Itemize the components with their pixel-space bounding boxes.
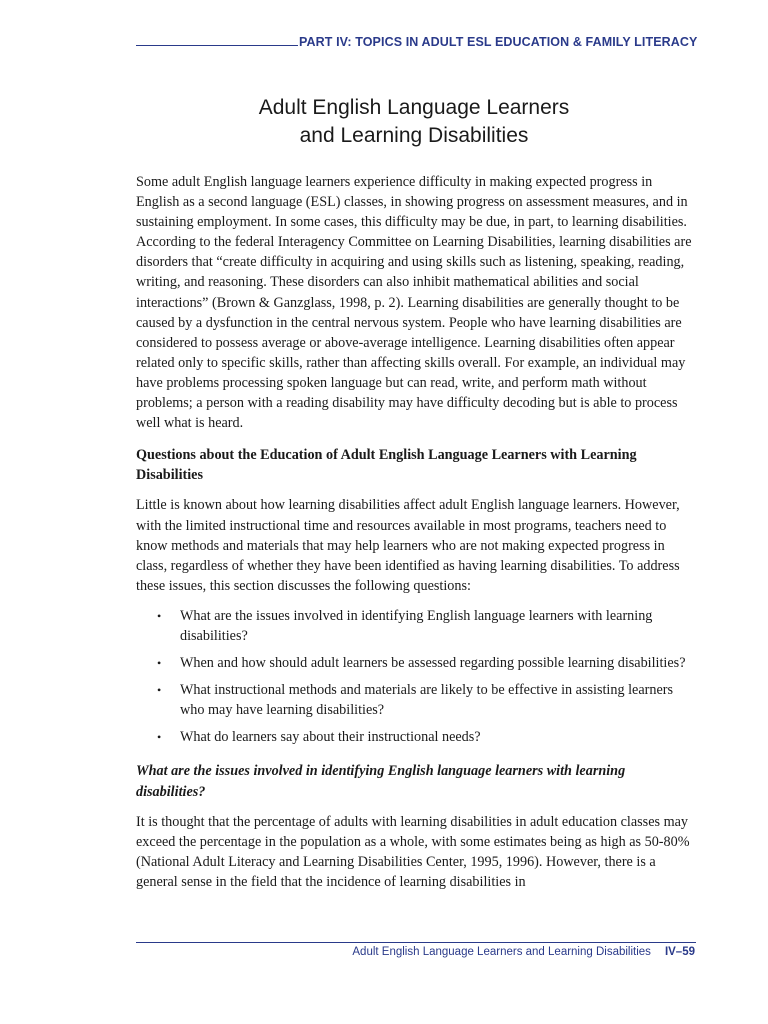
list-item [136, 680, 696, 720]
bullet-icon: • [157, 683, 162, 698]
footer-rule [136, 942, 696, 943]
header-section-title: PART IV: TOPICS IN ADULT ESL EDUCATION & FAMILY LITERACY [299, 35, 698, 49]
bullet-icon: • [157, 608, 162, 623]
bullet-icon: • [157, 730, 162, 745]
questions-intro-paragraph: Little is known about how learning disabilities affect adult English language learners. However, with the limited instructional time and resources available in most programs, teachers need to know methods and materials that may help learners who are not making expected progress in class, regardless of whether they have been identified as having learning disabilities. To address these issues, this section discusses the following questions: [136, 497, 680, 594]
list-item [136, 727, 696, 747]
list-item [136, 606, 696, 646]
header-rule [136, 44, 298, 46]
running-header [136, 35, 697, 49]
intro-paragraph: Some adult English language learners experience difficulty in making expected progress in English as a second language (ESL) classes, in showing progress on assessment measures, and in sustaining employment. In some cases, this difficulty may be due, in part, to learning disabilities. According to the federal Interagency Committee on Learning Disabilities, learning disabilities are disorders that “create difficulty in acquiring and using skills such as listening, speaking, reading, writing, and reasoning. These disorders can also inhibit mathematical abilities and social interactions” (Brown & Ganzglass, 1998, p. 2). Learning disabilities are generally thought to be caused by a dysfunction in the central nervous system. People who have learning disabilities are considered to possess average or above-average intelligence. Learning disabilities often appear related only to specific skills, rather than affecting skills overall. For example, an individual may have problems processing spoken language but can read, write, and perform math without problems; a person with a reading disability may have difficulty decoding but is able to process well what is heard. [136, 174, 692, 432]
list-item-text: What are the issues involved in identifying English language learners with learning disabilities? [180, 607, 653, 644]
section-heading-questions: Questions about the Education of Adult English Language Learners with Learning Disabilities [136, 447, 637, 484]
list-item-text: What do learners say about their instructional needs? [180, 729, 481, 746]
page-number: IV–59 [664, 946, 695, 958]
question-list [136, 606, 696, 748]
bullet-icon: • [157, 656, 162, 671]
footer-running-title: Adult English Language Learners and Learning Disabilities [352, 946, 651, 958]
section-heading-issues: What are the issues involved in identifying English language learners with learning disabilities? [136, 763, 626, 800]
running-footer [352, 946, 695, 958]
page-title-line-1: Adult English Language Learners [258, 96, 570, 119]
page-title-line-2: and Learning Disabilities [299, 124, 529, 147]
list-item-text: When and how should adult learners be assessed regarding possible learning disabilities? [180, 655, 686, 672]
issues-paragraph: It is thought that the percentage of adults with learning disabilities in adult education classes may exceed the percentage in the population as a whole, with some estimates being as high as 50-80% (National Adult Literacy and Learning Disabilities Center, 1995, 1996). However, there is a general sense in the field that the incidence of learning disabilities in [136, 813, 690, 890]
page-body [136, 172, 696, 892]
list-item [136, 653, 696, 673]
list-item-text: What instructional methods and materials are likely to be effective in assisting learners who may have learning disabilities? [180, 682, 673, 719]
page-title [136, 94, 692, 150]
